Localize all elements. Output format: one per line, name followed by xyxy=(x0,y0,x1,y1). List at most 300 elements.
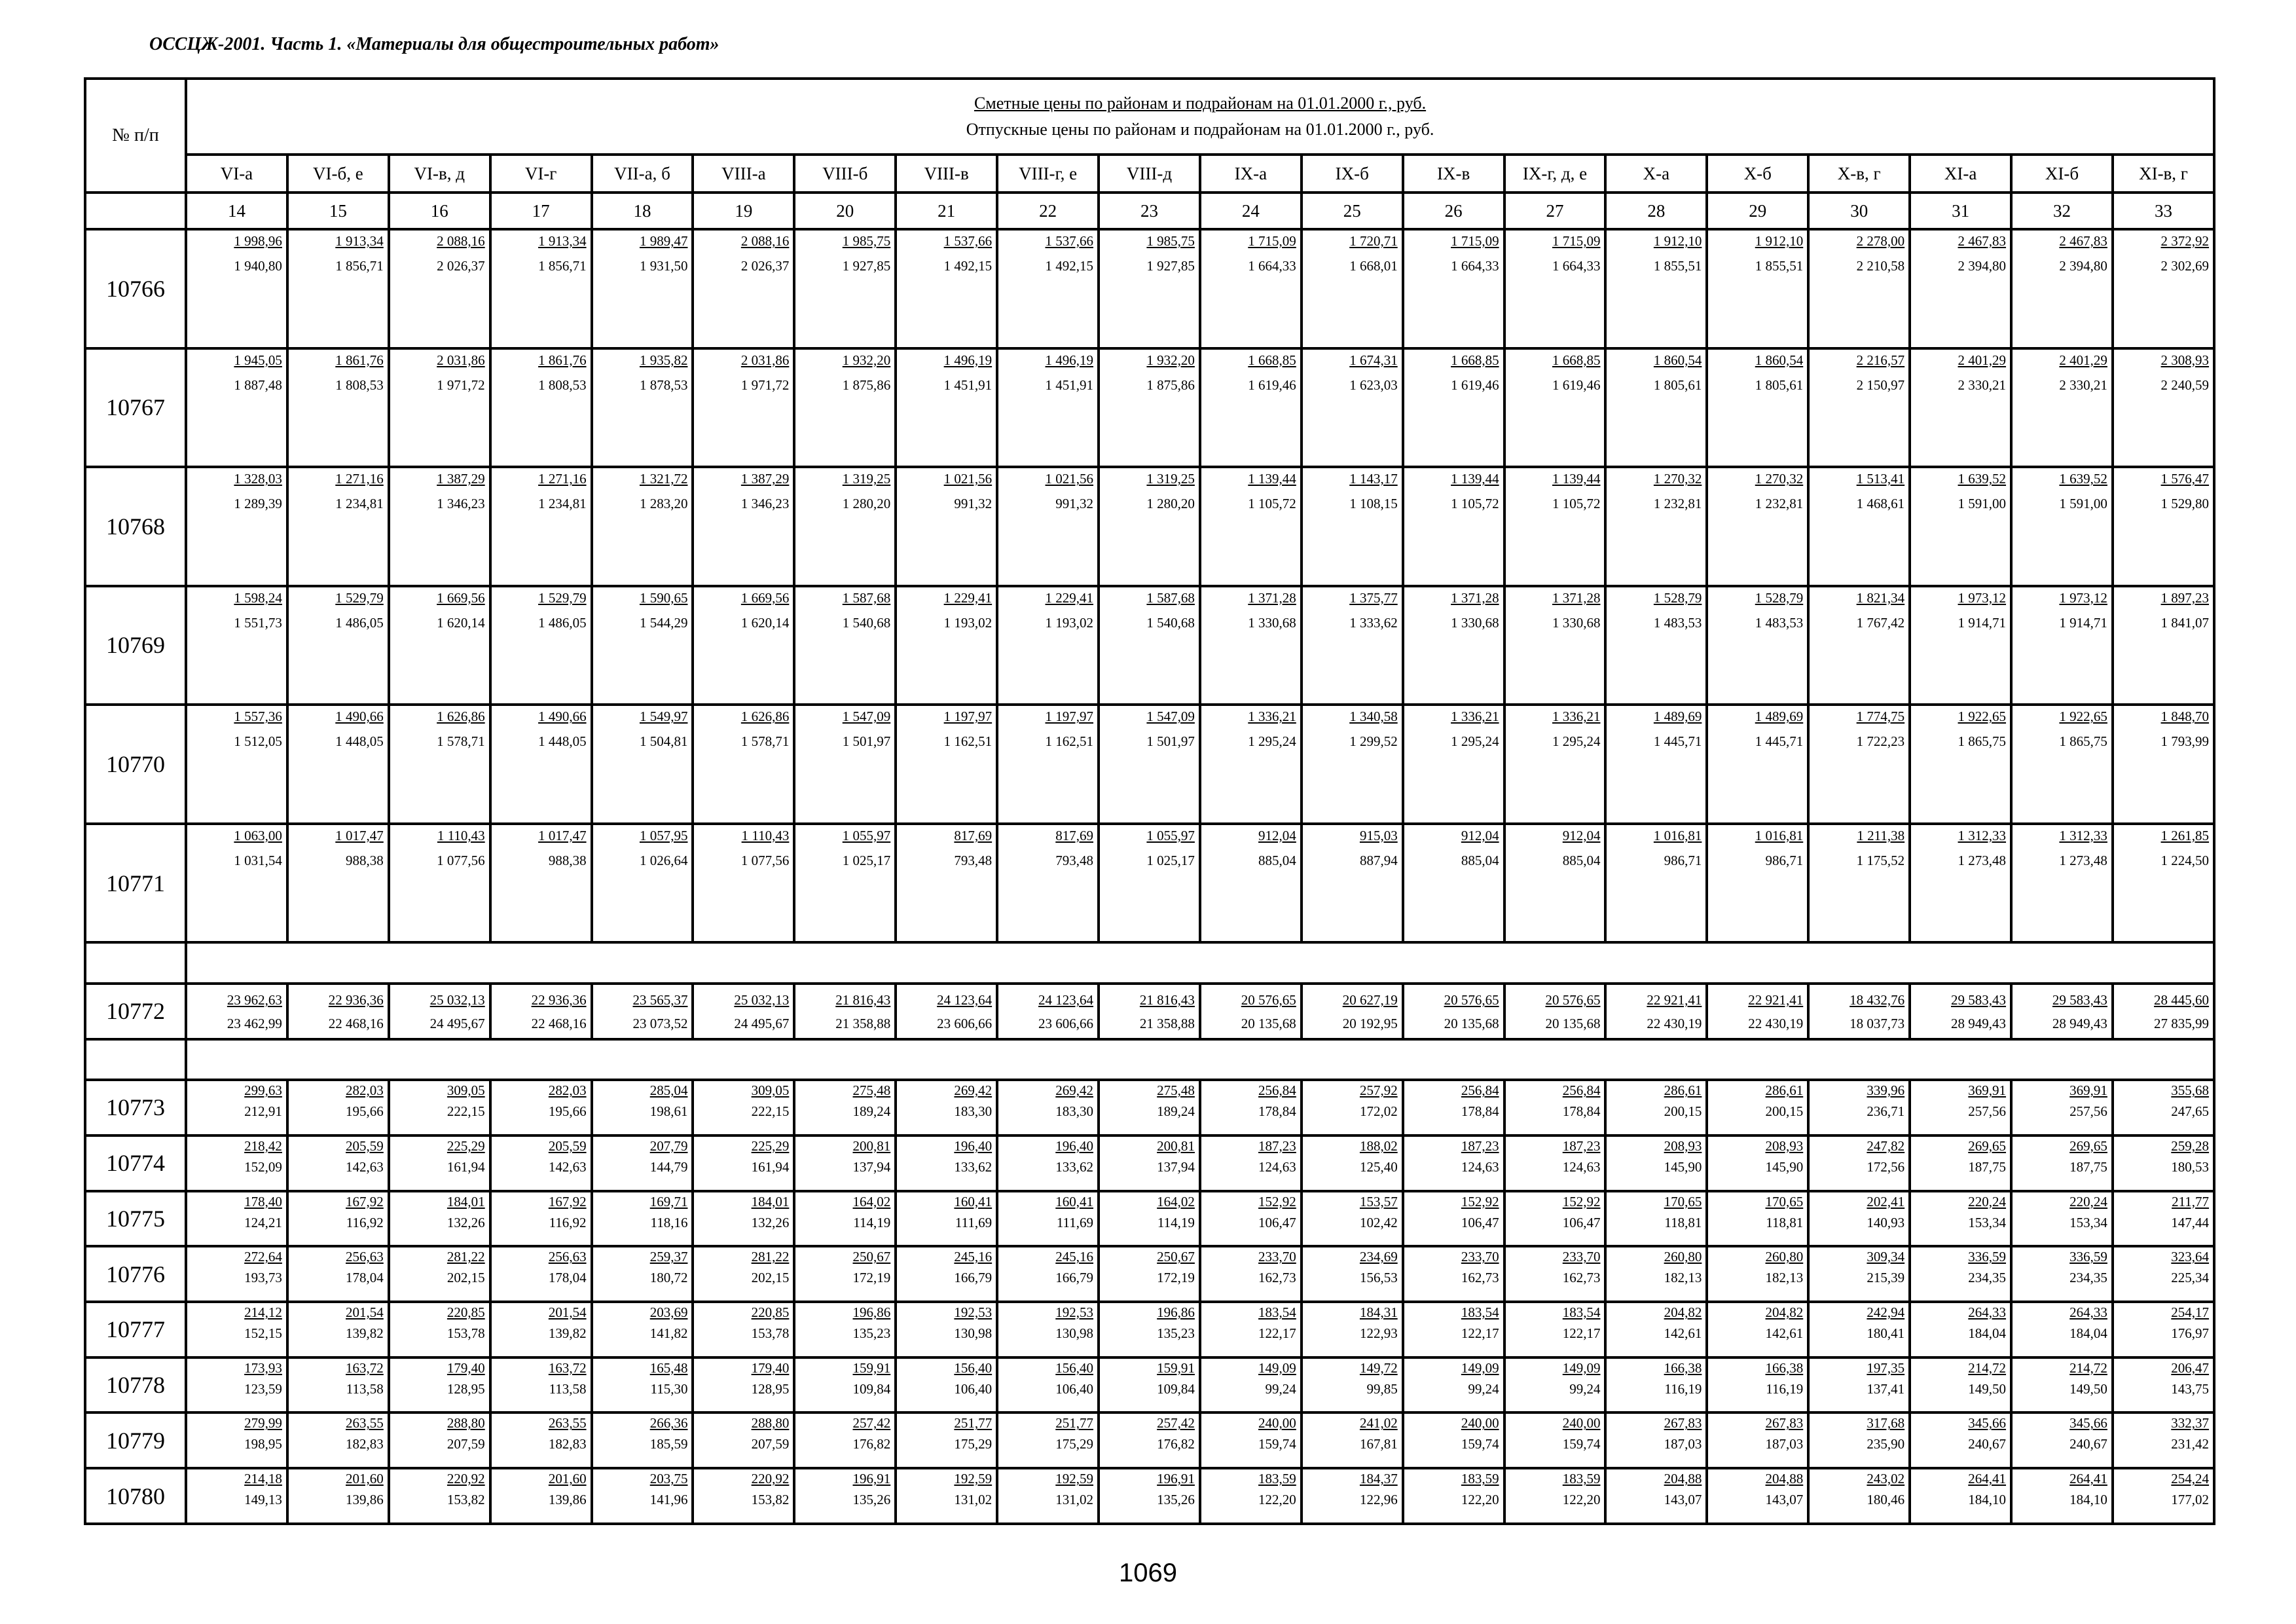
document-title: ОССЦЖ-2001. Часть 1. «Материалы для общестроительных работ» xyxy=(149,34,720,54)
price-cell xyxy=(1910,1191,2011,1247)
price-cell xyxy=(1200,467,1302,586)
price-cell xyxy=(1707,1135,1808,1191)
price-cell xyxy=(186,1135,287,1191)
price-cell xyxy=(794,705,896,824)
estimate-price: 22 921,41 xyxy=(1647,992,1702,1008)
release-price: 176,82 xyxy=(1157,1436,1195,1452)
estimate-price: 170,65 xyxy=(1765,1193,1804,1209)
release-price: 1 551,73 xyxy=(234,614,282,631)
price-cell xyxy=(997,1246,1099,1302)
price-cell xyxy=(490,586,592,705)
estimate-price: 149,72 xyxy=(1359,1359,1398,1376)
estimate-price: 225,29 xyxy=(446,1137,485,1154)
release-price: 1 878,53 xyxy=(639,377,688,393)
release-price: 162,73 xyxy=(1461,1270,1499,1286)
release-price: 180,53 xyxy=(2171,1158,2210,1175)
price-cell xyxy=(2113,1080,2214,1135)
release-price: 195,66 xyxy=(548,1103,587,1120)
release-price: 207,59 xyxy=(751,1436,790,1452)
estimate-price: 1 229,41 xyxy=(1045,589,1094,606)
price-cell xyxy=(1504,1135,1606,1191)
release-price: 184,10 xyxy=(2069,1492,2107,1508)
estimate-price: 1 490,66 xyxy=(538,709,587,725)
release-price: 24 495,67 xyxy=(734,1016,790,1032)
column-number: 32 xyxy=(2011,193,2113,229)
price-cell xyxy=(1200,348,1302,468)
price-cell xyxy=(490,705,592,824)
release-price: 1 193,02 xyxy=(943,614,993,631)
price-cell xyxy=(896,1302,997,1357)
release-price: 128,95 xyxy=(751,1380,790,1397)
estimate-price: 149,09 xyxy=(1461,1359,1499,1376)
estimate-price: 355,68 xyxy=(2171,1082,2210,1099)
price-cell xyxy=(389,824,490,943)
price-cell xyxy=(1504,1468,1606,1524)
price-cell xyxy=(1099,824,1200,943)
release-price: 1 077,56 xyxy=(437,852,485,868)
estimate-price: 220,24 xyxy=(2069,1193,2107,1209)
release-price: 212,91 xyxy=(244,1103,282,1120)
estimate-price: 1 336,21 xyxy=(1451,709,1499,725)
release-price: 102,42 xyxy=(1359,1214,1398,1230)
price-cell xyxy=(1504,348,1606,468)
estimate-price: 1 549,97 xyxy=(639,709,688,725)
row-code: 10768 xyxy=(85,467,186,586)
price-cell xyxy=(389,1191,490,1247)
price-cell xyxy=(1099,1135,1200,1191)
price-cell xyxy=(2011,984,2113,1039)
price-cell xyxy=(1403,824,1504,943)
estimate-price: 196,91 xyxy=(852,1471,891,1487)
price-cell xyxy=(2011,1135,2113,1191)
release-price: 28 949,43 xyxy=(1951,1016,2007,1032)
estimate-price: 1 197,97 xyxy=(1045,709,1094,725)
release-price: 143,07 xyxy=(1664,1492,1702,1508)
estimate-price: 164,02 xyxy=(852,1193,891,1209)
estimate-price: 251,77 xyxy=(1055,1415,1094,1431)
estimate-price: 170,65 xyxy=(1664,1193,1702,1209)
release-price: 1 330,68 xyxy=(1552,614,1601,631)
release-price: 141,82 xyxy=(649,1325,688,1341)
release-price: 1 224,50 xyxy=(2160,852,2210,868)
table-row xyxy=(85,1412,2214,1468)
estimate-price: 225,29 xyxy=(751,1137,790,1154)
estimate-price: 163,72 xyxy=(548,1359,587,1376)
release-price: 986,71 xyxy=(1664,852,1702,868)
price-cell xyxy=(1504,1412,1606,1468)
price-cell xyxy=(2011,229,2113,348)
price-cell xyxy=(896,984,997,1039)
estimate-price: 336,59 xyxy=(2069,1249,2107,1265)
price-cell xyxy=(186,1357,287,1413)
price-cell xyxy=(186,1191,287,1247)
column-number: 27 xyxy=(1504,193,1606,229)
price-cell xyxy=(1099,1468,1200,1524)
release-price: 187,75 xyxy=(2069,1158,2107,1175)
release-price: 793,48 xyxy=(954,852,993,868)
estimate-price: 1 063,00 xyxy=(234,827,282,843)
estimate-price: 24 123,64 xyxy=(937,992,993,1008)
estimate-price: 183,54 xyxy=(1258,1304,1296,1320)
estimate-price: 164,02 xyxy=(1157,1193,1195,1209)
release-price: 1 105,72 xyxy=(1451,496,1499,512)
price-cell xyxy=(896,1080,997,1135)
release-price: 225,34 xyxy=(2171,1270,2210,1286)
region-header: VI-а xyxy=(186,155,287,193)
estimate-price: 259,28 xyxy=(2171,1137,2210,1154)
release-price: 115,30 xyxy=(650,1380,688,1397)
estimate-price: 1 319,25 xyxy=(1146,471,1195,487)
row-code: 10770 xyxy=(85,705,186,824)
price-cell xyxy=(1099,1357,1200,1413)
estimate-price: 179,40 xyxy=(751,1359,790,1376)
price-cell xyxy=(186,1080,287,1135)
release-price: 113,58 xyxy=(549,1380,587,1397)
estimate-price: 22 936,36 xyxy=(531,992,587,1008)
estimate-price: 220,24 xyxy=(1968,1193,2007,1209)
release-price: 178,84 xyxy=(1562,1103,1601,1120)
release-price: 145,90 xyxy=(1664,1158,1702,1175)
column-number: 17 xyxy=(490,193,592,229)
release-price: 23 073,52 xyxy=(632,1016,688,1032)
price-cell xyxy=(389,984,490,1039)
release-price: 20 135,68 xyxy=(1545,1016,1601,1032)
release-price: 116,92 xyxy=(346,1214,384,1230)
region-header: VIII-в xyxy=(896,155,997,193)
price-cell xyxy=(1200,229,1302,348)
price-cell xyxy=(1302,586,1403,705)
release-price: 1 504,81 xyxy=(639,733,688,750)
estimate-price: 1 935,82 xyxy=(639,352,688,368)
price-cell xyxy=(997,1080,1099,1135)
release-price: 22 468,16 xyxy=(328,1016,384,1032)
price-cell xyxy=(997,1357,1099,1413)
price-cell xyxy=(592,984,693,1039)
estimate-price: 323,64 xyxy=(2171,1249,2210,1265)
estimate-price: 263,55 xyxy=(548,1415,587,1431)
release-price: 195,66 xyxy=(346,1103,384,1120)
price-cell xyxy=(389,229,490,348)
price-cell xyxy=(1302,1302,1403,1357)
estimate-price: 208,93 xyxy=(1765,1137,1804,1154)
release-price: 122,17 xyxy=(1461,1325,1499,1341)
estimate-price: 275,48 xyxy=(1157,1082,1195,1099)
price-cell xyxy=(2011,348,2113,468)
estimate-price: 332,37 xyxy=(2171,1415,2210,1431)
estimate-price: 1 547,09 xyxy=(842,709,891,725)
price-cell xyxy=(997,1191,1099,1247)
release-price: 114,19 xyxy=(853,1214,891,1230)
release-price: 21 358,88 xyxy=(1139,1016,1195,1032)
release-price: 114,19 xyxy=(1157,1214,1195,1230)
price-cell xyxy=(490,1080,592,1135)
price-cell xyxy=(693,467,794,586)
price-cell xyxy=(287,984,389,1039)
estimate-price: 201,60 xyxy=(346,1471,384,1487)
price-cell xyxy=(794,824,896,943)
price-cell xyxy=(287,824,389,943)
release-price: 183,30 xyxy=(1055,1103,1094,1120)
estimate-price: 2 216,57 xyxy=(1856,352,1905,368)
estimate-price: 250,67 xyxy=(1157,1249,1195,1265)
price-cell xyxy=(1302,229,1403,348)
estimate-price: 1 312,33 xyxy=(1958,827,2007,843)
estimate-price: 1 387,29 xyxy=(437,471,485,487)
price-cell xyxy=(1910,229,2011,348)
release-price: 1 619,46 xyxy=(1451,377,1499,393)
estimate-price: 163,72 xyxy=(346,1359,384,1376)
release-price: 1 501,97 xyxy=(1146,733,1195,750)
release-price: 178,04 xyxy=(346,1270,384,1286)
price-cell xyxy=(1605,348,1707,468)
price-cell xyxy=(2113,705,2214,824)
estimate-price: 250,67 xyxy=(852,1249,891,1265)
estimate-price: 1 639,52 xyxy=(1958,471,2007,487)
price-cell xyxy=(1403,1357,1504,1413)
estimate-price: 272,64 xyxy=(244,1249,282,1265)
release-price: 1 492,15 xyxy=(1045,258,1094,274)
estimate-price: 264,41 xyxy=(2069,1471,2107,1487)
price-cell xyxy=(896,1412,997,1468)
estimate-price: 152,92 xyxy=(1461,1193,1499,1209)
release-price: 106,40 xyxy=(1055,1380,1094,1397)
price-cell xyxy=(2113,1135,2214,1191)
price-cell xyxy=(389,1412,490,1468)
estimate-price: 203,69 xyxy=(649,1304,688,1320)
estimate-price: 149,09 xyxy=(1258,1359,1296,1376)
price-cell xyxy=(186,586,287,705)
table-row xyxy=(85,1246,2214,1302)
release-price: 189,24 xyxy=(1157,1103,1195,1120)
price-cell xyxy=(794,1357,896,1413)
price-cell xyxy=(693,984,794,1039)
price-cell xyxy=(1808,824,1910,943)
price-cell xyxy=(1707,1191,1808,1247)
price-cell xyxy=(389,586,490,705)
price-cell xyxy=(490,1412,592,1468)
price-cell xyxy=(794,984,896,1039)
price-cell xyxy=(997,586,1099,705)
region-header: IX-б xyxy=(1302,155,1403,193)
estimate-price: 257,42 xyxy=(1157,1415,1195,1431)
estimate-price: 192,59 xyxy=(1055,1471,1094,1487)
release-price: 167,81 xyxy=(1359,1436,1398,1452)
release-price: 189,24 xyxy=(852,1103,891,1120)
release-price: 1 486,05 xyxy=(538,614,587,631)
estimate-price: 28 445,60 xyxy=(2154,992,2210,1008)
estimate-price: 1 715,09 xyxy=(1451,233,1499,249)
release-price: 1 927,85 xyxy=(842,258,891,274)
price-cell xyxy=(1099,348,1200,468)
price-cell xyxy=(1302,824,1403,943)
estimate-price: 254,24 xyxy=(2171,1471,2210,1487)
release-price-caption: Отпускные цены по районам и подрайонам на 01.01.2000 г., руб. xyxy=(966,120,1434,139)
estimate-price: 200,81 xyxy=(1157,1137,1195,1154)
release-price: 109,84 xyxy=(852,1380,891,1397)
estimate-price: 21 816,43 xyxy=(1139,992,1195,1008)
estimate-price: 1 945,05 xyxy=(234,352,282,368)
price-cell xyxy=(287,348,389,468)
price-cell xyxy=(287,1191,389,1247)
estimate-price: 22 921,41 xyxy=(1748,992,1804,1008)
estimate-price: 21 816,43 xyxy=(835,992,891,1008)
estimate-price: 2 372,92 xyxy=(2160,233,2210,249)
estimate-price: 1 860,54 xyxy=(1653,352,1702,368)
estimate-price: 23 565,37 xyxy=(632,992,688,1008)
release-price: 111,69 xyxy=(955,1214,993,1230)
release-price: 1 445,71 xyxy=(1755,733,1804,750)
estimate-price: 220,92 xyxy=(751,1471,790,1487)
release-price: 1 529,80 xyxy=(2160,496,2210,512)
price-cell xyxy=(1200,1302,1302,1357)
price-cell xyxy=(693,229,794,348)
price-cell xyxy=(1302,348,1403,468)
num-column-header: № п/п xyxy=(85,79,186,193)
estimate-price: 915,03 xyxy=(1359,827,1398,843)
estimate-price: 2 467,83 xyxy=(2059,233,2107,249)
release-price: 1 856,71 xyxy=(335,258,384,274)
price-cell xyxy=(693,1357,794,1413)
price-cell xyxy=(287,1302,389,1357)
estimate-price: 299,63 xyxy=(244,1082,282,1099)
price-cell xyxy=(1504,1080,1606,1135)
estimate-price: 285,04 xyxy=(649,1082,688,1099)
estimate-price: 1 639,52 xyxy=(2059,471,2107,487)
release-price: 139,86 xyxy=(346,1492,384,1508)
price-cell xyxy=(186,229,287,348)
release-price: 172,02 xyxy=(1359,1103,1398,1120)
price-cell xyxy=(1099,1246,1200,1302)
release-price: 142,63 xyxy=(548,1158,587,1175)
estimate-price: 207,79 xyxy=(649,1137,688,1154)
release-price: 137,94 xyxy=(1157,1158,1195,1175)
estimate-price: 220,92 xyxy=(446,1471,485,1487)
estimate-price: 187,23 xyxy=(1258,1137,1296,1154)
estimate-price: 196,86 xyxy=(852,1304,891,1320)
estimate-price: 256,84 xyxy=(1258,1082,1296,1099)
release-price: 200,15 xyxy=(1765,1103,1804,1120)
estimate-price: 233,70 xyxy=(1562,1249,1601,1265)
estimate-price: 196,86 xyxy=(1157,1304,1195,1320)
price-cell xyxy=(389,1302,490,1357)
price-cell xyxy=(186,1302,287,1357)
estimate-price: 1 016,81 xyxy=(1653,827,1702,843)
estimate-price: 25 032,13 xyxy=(429,992,485,1008)
price-table xyxy=(84,77,2215,1525)
estimate-price: 201,54 xyxy=(548,1304,587,1320)
estimate-price: 208,93 xyxy=(1664,1137,1702,1154)
column-number: 31 xyxy=(1910,193,2011,229)
estimate-price: 1 496,19 xyxy=(1045,352,1094,368)
estimate-price: 1 017,47 xyxy=(538,827,587,843)
estimate-price: 201,60 xyxy=(548,1471,587,1487)
estimate-price: 257,92 xyxy=(1359,1082,1398,1099)
release-price: 240,67 xyxy=(2069,1436,2107,1452)
estimate-price: 204,82 xyxy=(1664,1304,1702,1320)
release-price: 1 578,71 xyxy=(437,733,485,750)
release-price: 184,04 xyxy=(1968,1325,2007,1341)
estimate-price: 1 669,56 xyxy=(740,589,790,606)
estimate-price: 2 088,16 xyxy=(740,233,790,249)
column-number: 24 xyxy=(1200,193,1302,229)
release-price: 1 492,15 xyxy=(943,258,993,274)
estimate-price: 1 211,38 xyxy=(1857,827,1905,843)
release-price: 885,04 xyxy=(1258,852,1296,868)
price-cell xyxy=(1707,1246,1808,1302)
release-price: 172,19 xyxy=(1157,1270,1195,1286)
release-price: 21 358,88 xyxy=(835,1016,891,1032)
estimate-price: 205,59 xyxy=(548,1137,587,1154)
price-cell xyxy=(1910,705,2011,824)
release-price: 1 875,86 xyxy=(1146,377,1195,393)
price-cell xyxy=(1099,1412,1200,1468)
estimate-price: 257,42 xyxy=(852,1415,891,1431)
estimate-price: 1 055,97 xyxy=(842,827,891,843)
price-cell xyxy=(693,586,794,705)
release-price: 2 150,97 xyxy=(1856,377,1905,393)
estimate-price: 1 922,65 xyxy=(2059,709,2107,725)
release-price: 153,82 xyxy=(446,1492,485,1508)
release-price: 152,15 xyxy=(244,1325,282,1341)
estimate-price: 205,59 xyxy=(346,1137,384,1154)
table-row xyxy=(85,1080,2214,1135)
release-price: 125,40 xyxy=(1359,1158,1398,1175)
price-cell xyxy=(693,1191,794,1247)
release-price: 20 135,68 xyxy=(1241,1016,1296,1032)
price-cell xyxy=(1605,1080,1707,1135)
release-price: 149,50 xyxy=(1968,1380,2007,1397)
price-cell xyxy=(1808,1412,1910,1468)
price-cell xyxy=(490,229,592,348)
price-cell xyxy=(1302,1246,1403,1302)
estimate-price: 160,41 xyxy=(954,1193,993,1209)
price-cell xyxy=(1910,984,2011,1039)
release-price: 2 394,80 xyxy=(1958,258,2007,274)
price-cell xyxy=(1808,1135,1910,1191)
release-price: 139,82 xyxy=(548,1325,587,1341)
release-price: 162,73 xyxy=(1562,1270,1601,1286)
estimate-price: 259,37 xyxy=(649,1249,688,1265)
price-cell xyxy=(1707,824,1808,943)
release-price: 18 037,73 xyxy=(1850,1016,1905,1032)
price-cell xyxy=(1504,984,1606,1039)
price-cell xyxy=(2113,229,2214,348)
price-cell xyxy=(2113,824,2214,943)
release-price: 1 025,17 xyxy=(1146,852,1195,868)
price-cell xyxy=(2113,348,2214,468)
release-price: 185,59 xyxy=(649,1436,688,1452)
release-price: 885,04 xyxy=(1461,852,1499,868)
price-cell xyxy=(997,229,1099,348)
release-price: 161,94 xyxy=(446,1158,485,1175)
estimate-price: 184,01 xyxy=(446,1193,485,1209)
price-cell xyxy=(1808,1357,1910,1413)
release-price: 124,21 xyxy=(244,1214,282,1230)
estimate-price: 260,80 xyxy=(1664,1249,1702,1265)
table-row xyxy=(85,467,2214,586)
release-price: 193,73 xyxy=(244,1270,282,1286)
price-cell xyxy=(2011,824,2113,943)
estimate-price: 1 537,66 xyxy=(1045,233,1094,249)
estimate-price: 2 088,16 xyxy=(437,233,485,249)
release-price: 130,98 xyxy=(1055,1325,1094,1341)
estimate-price: 1 139,44 xyxy=(1451,471,1499,487)
estimate-price: 22 936,36 xyxy=(328,992,384,1008)
release-price: 1 346,23 xyxy=(437,496,485,512)
price-cell xyxy=(1302,1412,1403,1468)
estimate-price: 817,69 xyxy=(954,827,993,843)
release-price: 118,16 xyxy=(650,1214,688,1230)
